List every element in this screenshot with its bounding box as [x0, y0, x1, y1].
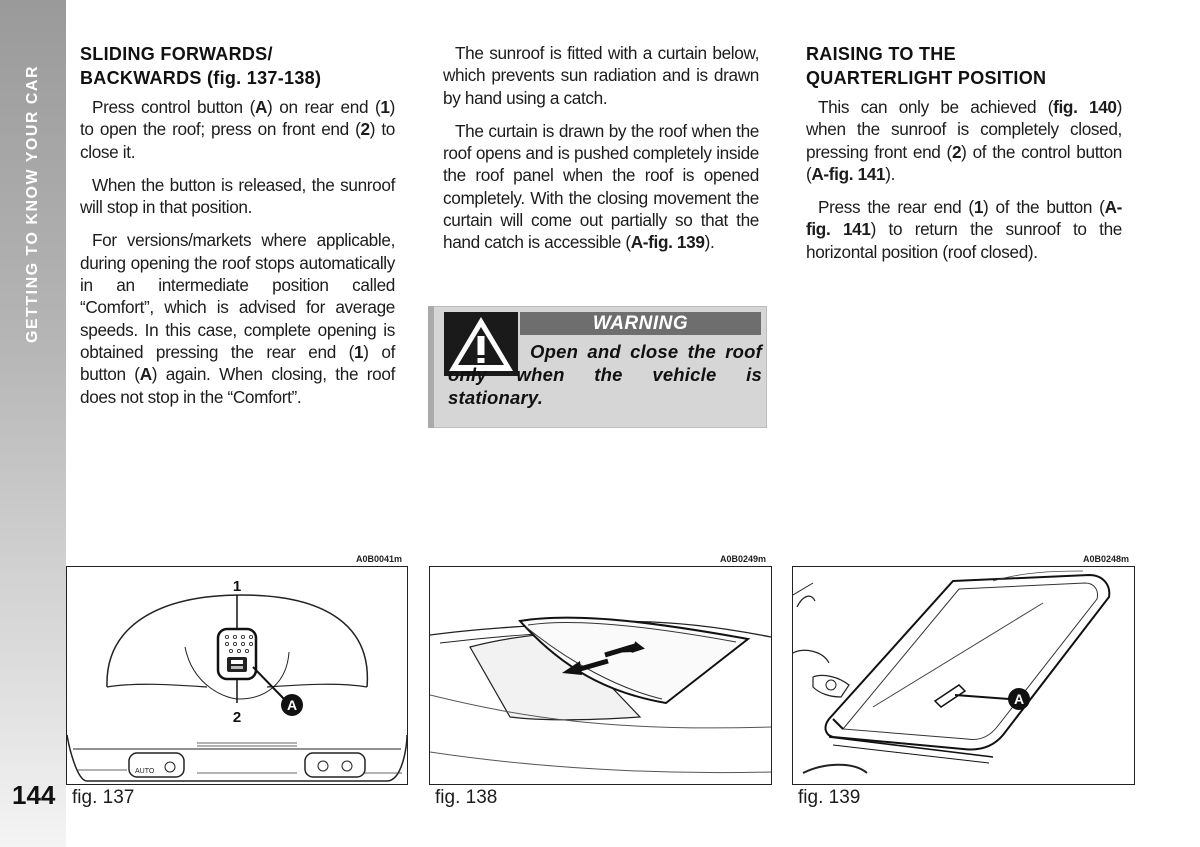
paragraph [806, 96, 1122, 185]
heading-line-2: BACKWARDS (fig. 137-138) [80, 68, 322, 88]
callout-letter-a: A [1013, 691, 1025, 707]
figure-caption: fig. 138 [435, 787, 498, 808]
section-heading-raising [806, 42, 1122, 90]
text-run: Press the rear end ( [818, 197, 974, 218]
figure-code: A0B0041m [356, 554, 403, 564]
column-1 [80, 42, 395, 419]
callout-letter-a: A [286, 697, 298, 713]
bold-run: 1 [973, 197, 984, 218]
text-run: ) of button ( [80, 341, 395, 385]
text-run: For versions/markets where applicable, during opening the roof stops automatically in an intermediate position called “Comfort”, which is advised for average speeds. In this case, complete opening is obtained pressing the rear end ( [80, 230, 395, 362]
bold-run: A-fig. 141 [806, 197, 1122, 240]
bold-run: 1 [380, 97, 390, 117]
bold-run: A [139, 364, 152, 385]
text-run: ) when the sunroof is completely closed, pressing front end ( [806, 97, 1122, 162]
roof-control-illustration [67, 567, 407, 784]
figure-139 [792, 566, 1135, 785]
text-run: ) to close it. [80, 119, 396, 162]
figure-137 [66, 566, 408, 785]
text-run: ) to open the roof; press on front end ( [80, 97, 395, 140]
callout-number-1: 1 [232, 578, 242, 595]
paragraph [443, 120, 759, 254]
text-run: This can only be achieved ( [818, 97, 1054, 117]
heading-line-2: QUARTERLIGHT POSITION [806, 68, 1047, 88]
warning-text: Open and close the roof only when the vehicle is stationary. [448, 341, 762, 408]
heading-line-1: RAISING TO THE [806, 44, 956, 64]
bold-run: fig. 140 [1053, 97, 1117, 117]
auto-label: AUTO [135, 768, 155, 775]
warning-box-edge [428, 306, 434, 428]
figure-138 [429, 566, 772, 785]
section-tab-label: GETTING TO KNOW YOUR CAR [24, 64, 41, 344]
heading-line-1: SLIDING FORWARDS/ [80, 44, 273, 64]
sliding-roof-illustration [430, 567, 771, 784]
paragraph [806, 196, 1122, 263]
warning-title: WARNING [520, 312, 761, 335]
figure-code: A0B0249m [720, 554, 767, 564]
curtain-catch-illustration [793, 567, 1134, 784]
text-run: ). [704, 232, 715, 253]
text-run: ) of the control button ( [806, 141, 1122, 184]
bold-run: 1 [354, 341, 364, 362]
figure-caption: fig. 137 [72, 787, 135, 808]
page-number: 144 [12, 780, 56, 810]
text-run: ) on rear end ( [267, 97, 381, 117]
text-run: The curtain is drawn by the roof when the roof opens and is pushed completely inside the roof panel when the roof is opened completely. With the closing movement the curtain will come out partially so that the hand catch is accessible ( [443, 120, 759, 253]
paragraph [80, 229, 395, 407]
text-run: ) of the button ( [983, 197, 1105, 218]
bold-run: 2 [360, 119, 370, 140]
column-3 [806, 42, 1122, 274]
figure-code: A0B0248m [1083, 554, 1130, 564]
bold-run: 2 [951, 141, 962, 162]
figure-caption: fig. 139 [798, 787, 861, 808]
bold-run: A-fig. 141 [811, 163, 886, 184]
paragraph: When the button is released, the sunroof will stop in that position. [80, 174, 395, 218]
bold-run: A-fig. 139 [630, 232, 705, 253]
paragraph: The sunroof is fitted with a curtain below, which prevents sun radiation and is drawn by hand using a catch. [443, 43, 759, 108]
text-run: ) again. When closing, the roof does not stop in the “Comfort”. [80, 364, 395, 407]
text-run: Press control button ( [92, 97, 255, 117]
warning-box [428, 306, 767, 428]
section-heading-sliding [80, 42, 395, 90]
section-tab [22, 44, 44, 364]
text-run: ) to return the sunroof to the horizontal position (roof closed). [806, 219, 1122, 262]
text-run: ). [885, 163, 896, 184]
bold-run: A [254, 97, 268, 117]
callout-number-2: 2 [232, 709, 242, 726]
paragraph [80, 96, 395, 163]
column-2 [443, 42, 759, 265]
sidebar [0, 0, 66, 847]
